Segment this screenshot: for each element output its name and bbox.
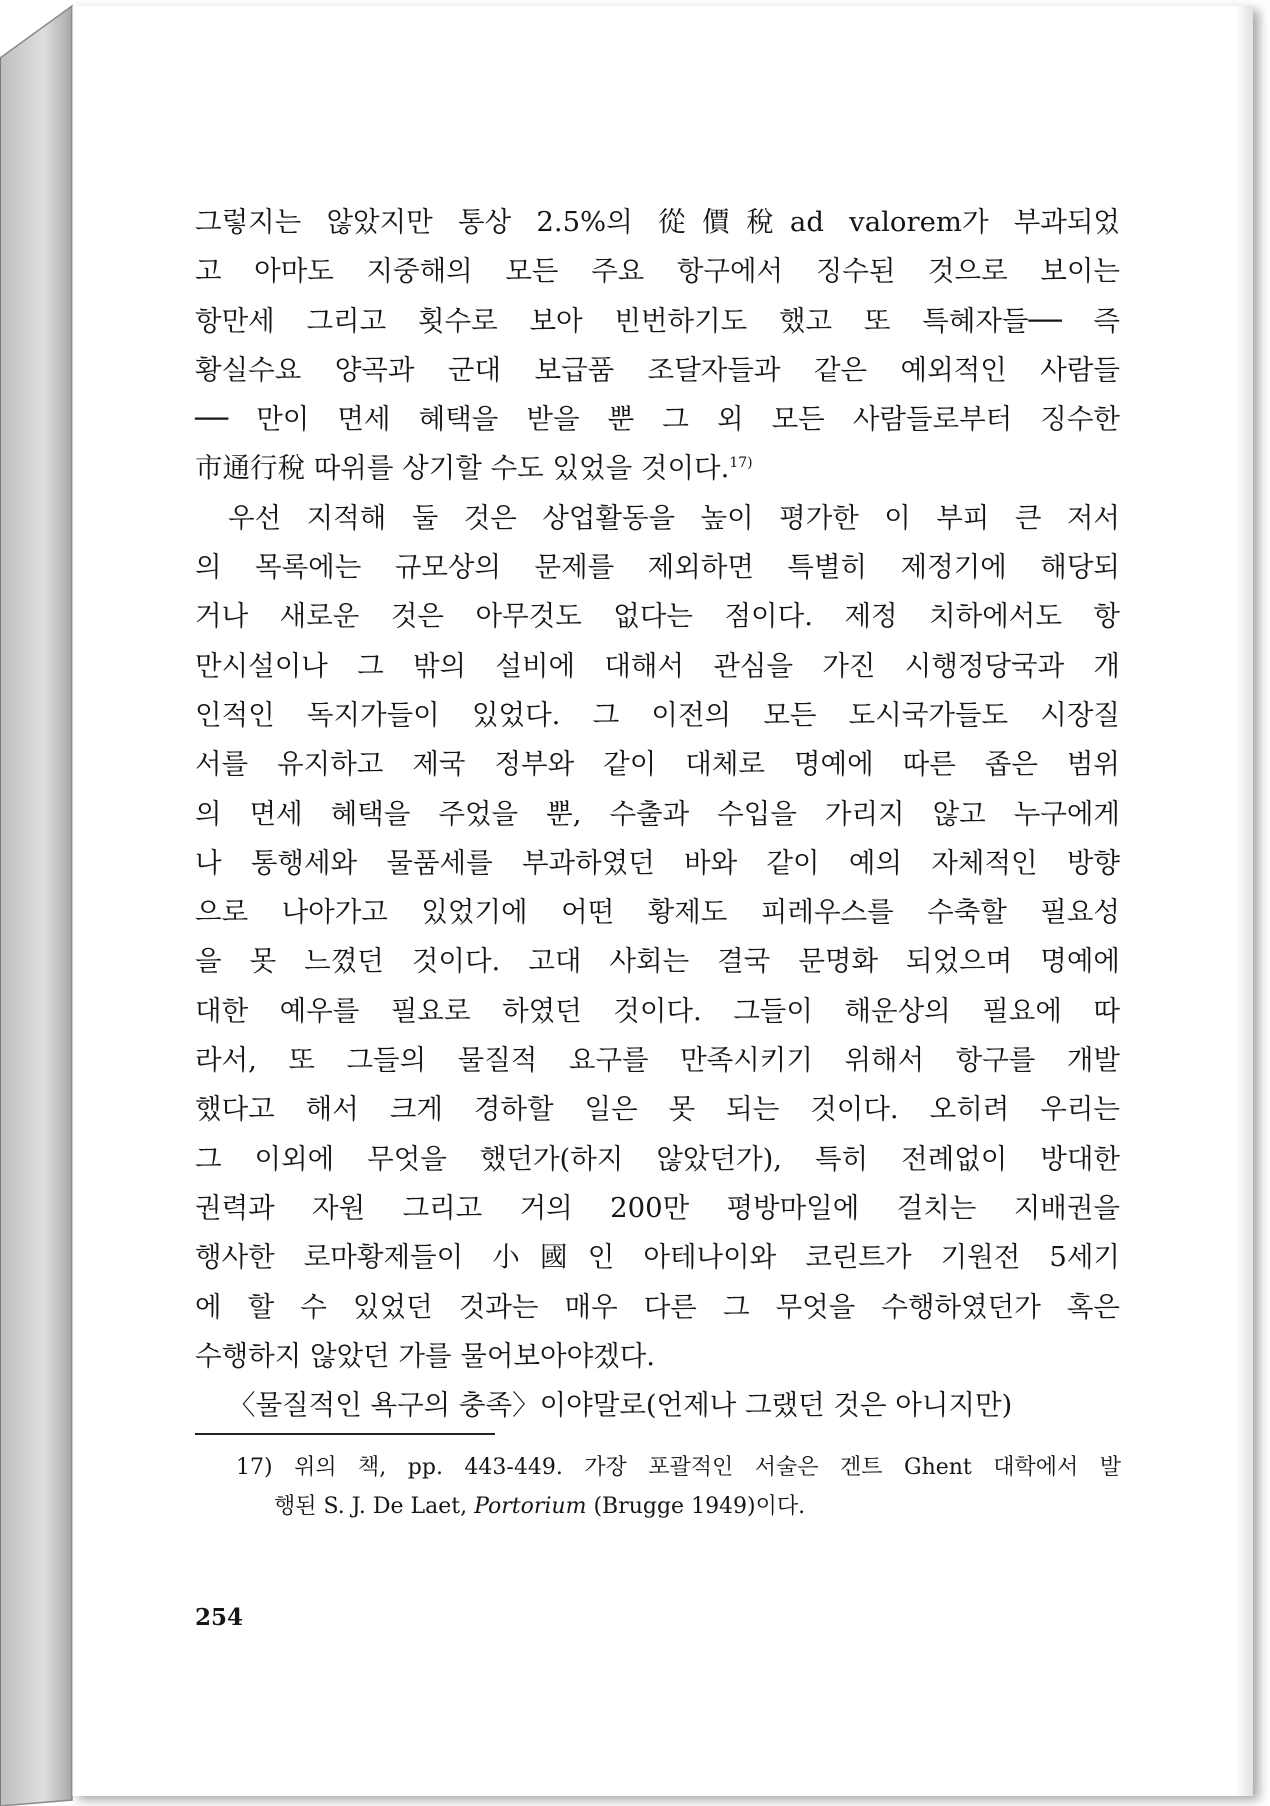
text-line: 의 목록에는 규모상의 문제를 제외하면 특별히 제정기에 해당되 [195, 551, 1120, 584]
text-line: 그 이외에 무엇을 했던가(하지 않았던가), 특히 전례없이 방대한 [195, 1142, 1120, 1175]
footnote-line [236, 1487, 1121, 1526]
text-line: 행사한 로마황제들이 小國인 아테나이와 코린트가 기원전 5세기 [195, 1241, 1120, 1274]
book-edge-shape [0, 0, 80, 1806]
text-line: 인적인 독지가들이 있었다. 그 이전의 모든 도시국가들도 시장질 [195, 698, 1120, 731]
footnote-text: 행된 S. J. De Laet, [274, 1494, 468, 1519]
footnote-line [236, 1448, 1121, 1487]
text-line: 황실수요 양곡과 군대 보급품 조달자들과 같은 예외적인 사람들 [195, 353, 1120, 386]
text-line: 〈물질적인 욕구의 충족〉이야말로(언제나 그랬던 것은 아니지만) [228, 1389, 1013, 1422]
text-line: 수행하지 않았던 가를 물어보아야겠다. [195, 1339, 656, 1372]
text-line: 했다고 해서 크게 경하할 일은 못 되는 것이다. 오히려 우리는 [195, 1093, 1120, 1126]
text-line: 그렇지는 않았지만 통상 2.5%의 從價稅ad valorem가 부과되었 [195, 206, 1120, 238]
text-line: 에 할 수 있었던 것과는 매우 다른 그 무엇을 수행하였던가 혹은 [195, 1290, 1120, 1323]
text-line: 나 통행세와 물품세를 부과하였던 바와 같이 예의 자체적인 방향 [195, 846, 1120, 879]
text-line: ── 만이 면세 혜택을 받을 뿐 그 외 모든 사람들로부터 징수한 [195, 403, 1120, 436]
page-edge-shade [1235, 6, 1253, 1796]
text-line: 을 못 느꼈던 것이다. 고대 사회는 결국 문명화 되었으며 명예에 [195, 945, 1120, 978]
footnote-text: (Brugge 1949)이다. [593, 1494, 806, 1519]
text-line: 만시설이나 그 밖의 설비에 대해서 관심을 가진 시행정당국과 개 [195, 649, 1120, 682]
text-line-content: 市通行稅 따위를 상기할 수도 있었을 것이다. [195, 452, 730, 485]
text-line: 우선 지적해 둘 것은 상업활동을 높이 평가한 이 부피 큰 저서 [228, 501, 1120, 534]
book-spine-edge [0, 0, 80, 1806]
text-line: 서를 유지하고 제국 정부와 같이 대체로 명예에 따른 좁은 범위 [195, 748, 1120, 781]
footnote-reference: 17) [729, 455, 753, 472]
text-line: 라서, 또 그들의 물질적 요구를 만족시키기 위해서 항구를 개발 [195, 1044, 1120, 1077]
footnote-marker: 17) [236, 1455, 273, 1480]
text-line: 으로 나아가고 있었기에 어떤 황제도 피레우스를 수축할 필요성 [195, 896, 1120, 929]
body-text [195, 198, 1120, 1430]
text-line: 권력과 자원 그리고 거의 200만 평방마일에 걸치는 지배권을 [195, 1191, 1120, 1224]
text-line: 의 면세 혜택을 주었을 뿐, 수출과 수입을 가리지 않고 누구에게 [195, 797, 1120, 830]
text-line: 대한 예우를 필요로 하였던 것이다. 그들이 해운상의 필요에 따 [195, 994, 1120, 1027]
footnotes [236, 1448, 1121, 1526]
footnote-book-title: Portorium [474, 1494, 587, 1519]
text-line: 거나 새로운 것은 아무것도 없다는 점이다. 제정 치하에서도 항 [195, 600, 1120, 633]
text-line [195, 444, 1120, 493]
footnote-text: 위의 책, pp. 443-449. 가장 포괄적인 서술은 겐트 Ghent 대학에서 발 [294, 1455, 1121, 1480]
text-line: 고 아마도 지중해의 모든 주요 항구에서 징수된 것으로 보이는 [195, 255, 1120, 288]
page-number: 254 [195, 1604, 244, 1631]
text-line: 항만세 그리고 횟수로 보아 빈번하기도 했고 또 특혜자들── 즉 [195, 304, 1120, 337]
footnote-divider [195, 1433, 495, 1435]
